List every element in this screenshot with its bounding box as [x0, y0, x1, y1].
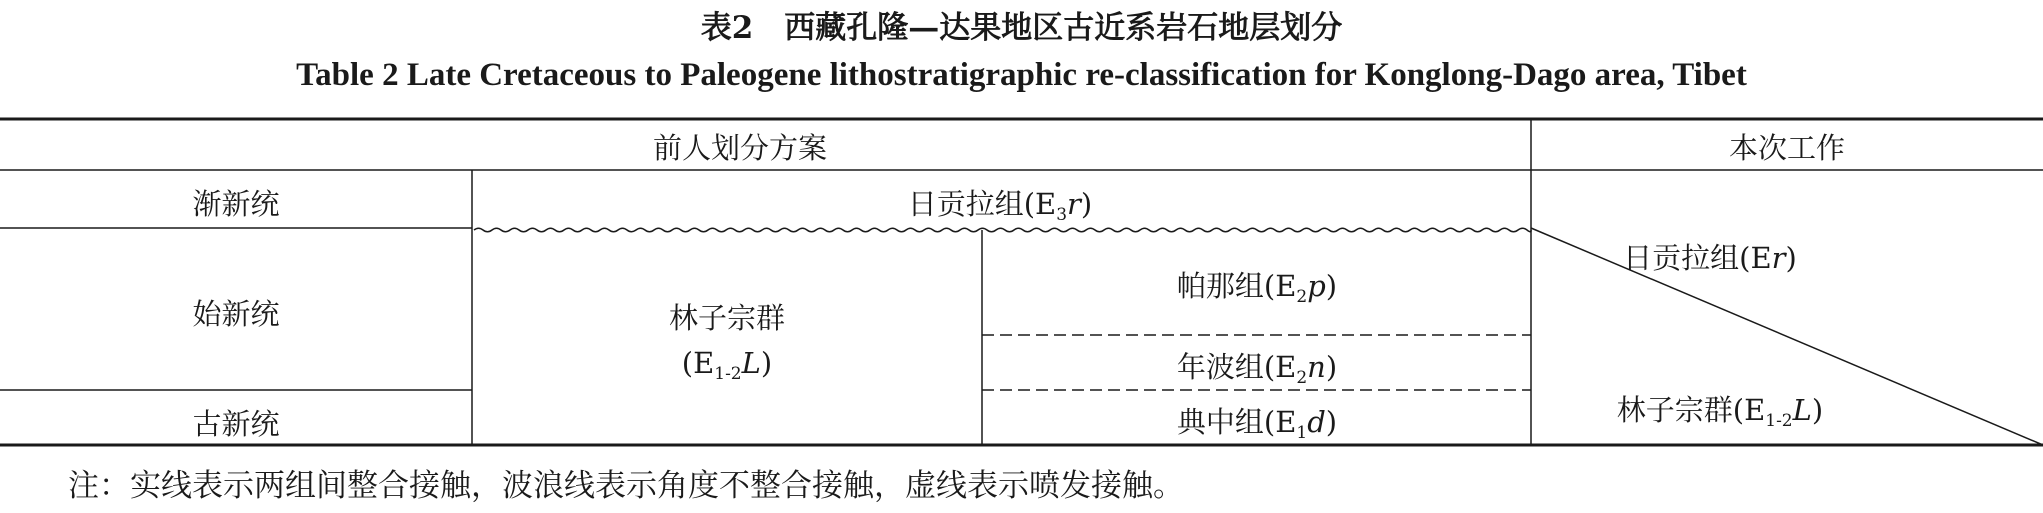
this-work-linzizong-group: 林子宗群$(E_{1-2}L)$ [1616, 393, 1824, 431]
unconformity-wavy-line [474, 228, 1531, 232]
this-work-rigongla-formation: 日贡拉组(Er) [1623, 241, 1797, 275]
table-title-english: Table 2 Late Cretaceous to Paleogene lithostratigraphic re-classification for Konglong-Dago area, Tibet [296, 57, 1747, 93]
prev-pana-formation: 帕那组$(E_2p)$ [1176, 269, 1338, 307]
prev-nianbo-formation: 年波组$(E_2n)$ [1176, 350, 1338, 388]
table-title-chinese: 表2 西藏孔隆—达果地区古近系岩石地层划分 [700, 10, 1343, 46]
table-note: 注：实线表示两组间整合接触，波浪线表示角度不整合接触，虚线表示喷发接触。 [68, 468, 1184, 504]
header-this-work: 本次工作 [1728, 131, 1846, 165]
prev-rigongla-formation: 日贡拉组$(E_3r)$ [907, 187, 1093, 225]
series-oligocene: 渐新统 [192, 187, 280, 221]
prev-linzizong-group-code: $(E_{1-2}L)$ [681, 346, 773, 384]
prev-dianzhong-formation: 典中组$(E_1d)$ [1176, 405, 1338, 443]
header-previous-scheme: 前人划分方案 [652, 131, 828, 165]
prev-linzizong-group-name: 林子宗群 [668, 301, 786, 335]
series-paleocene: 古新统 [192, 407, 280, 441]
series-eocene: 始新统 [192, 297, 280, 331]
